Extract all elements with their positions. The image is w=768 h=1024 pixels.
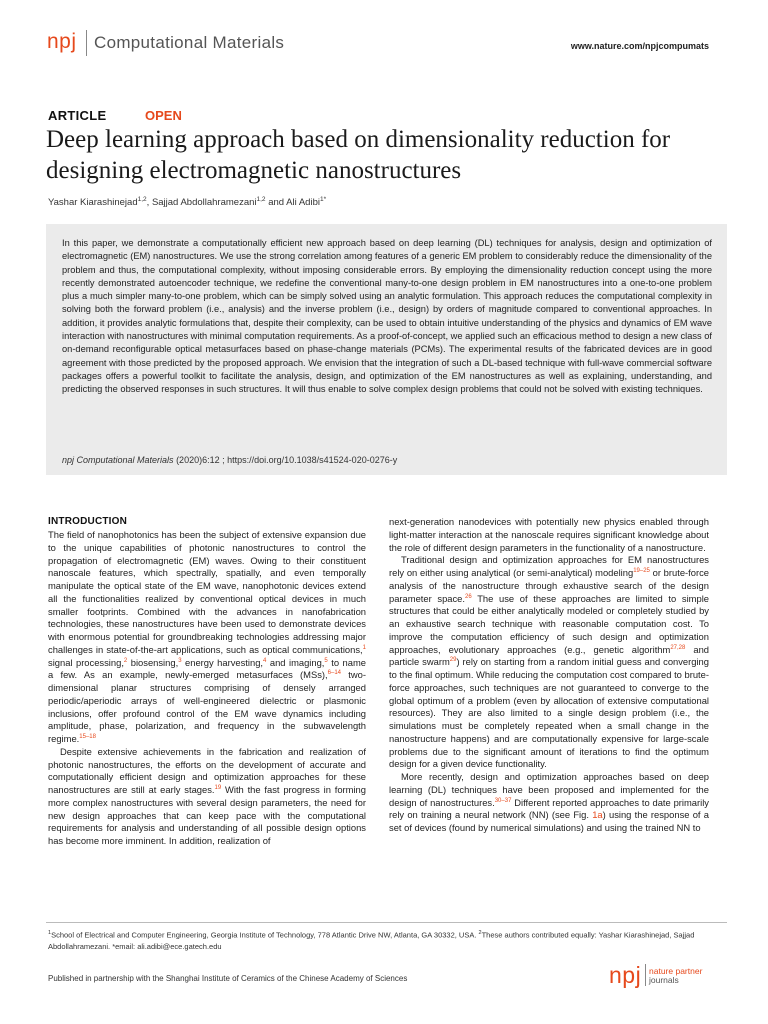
publisher-statement: Published in partnership with the Shanghai Institute of Ceramics of the Chinese Academy of Sciences — [48, 974, 408, 983]
journal-url[interactable]: www.nature.com/npjcompumats — [570, 41, 709, 51]
paragraph: next-generation nanodevices with potentially new physics enabled through light-matter interaction at the nanoscale requires significant knowledge about the role of different design parameters in the functionality of a nanostructure. — [389, 516, 709, 553]
footnote-marker: 2 — [478, 930, 482, 936]
footer-logo-divider — [645, 964, 646, 986]
article-title: Deep learning approach based on dimensionality reduction for designing electromagnetic nanostructures — [46, 126, 671, 184]
author-name[interactable]: Ali Adibi — [286, 197, 320, 209]
author-affiliation: 1,2 — [256, 196, 266, 203]
equal-contribution-text: These authors contributed equally: Yashar Kiarashinejad, Sajjad Abdollahramezani. *email: ali.adibi@ece.gatech.edu — [48, 930, 695, 951]
citation-line — [62, 455, 397, 465]
journal-name: Computational Materials — [94, 33, 285, 52]
author-affiliation: 1,2 — [137, 196, 147, 203]
nature-partner-journals-logo — [649, 967, 702, 985]
affiliation-footnote — [48, 928, 713, 952]
paragraph: Despite extensive achievements in the fabrication and realization of photonic nanostructures, the efforts on the development of accurate and computationally efficient design and optimization approaches for these nanostructures are still at early stages.$^{19}$ With the fast progress in forming more complex nanostructures with several design parameters, the need for new design approaches that can keep pace with the computational requirements for analysis and understanding of all possible design options has become more imminent. In addition, realization of — [48, 745, 366, 846]
author-name[interactable]: Yashar Kiarashinejad — [48, 197, 138, 209]
author-affiliation: 1* — [319, 196, 327, 203]
paragraph: Traditional design and optimization approaches for EM nanostructures rely on either using analytical (or semi-analytical) modeling$^{19-25}$ or brute-force analysis of the nanostructure through exhaustive search of the design parameter space.$^{26}$ The use of these approaches are limited to simple structures that could be either analytically modeled or completely studied by an exhaustive search technique with reasonable computation cost. To improve the computation efficiency of such design and optimization approaches, evolutionary approaches (e.g., genetic algorithm$^{27,28}$ and particle swarm$^{29}$) rely on starting from a random initial guess and converging to the final optimum. While reducing the computation cost compared to brute-force approaches, such techniques are not guaranteed to converge to the global optimum of a problem (even by allocation of extensive computational resources). They are also limited to a single design problem (i.e., the simulations must be completely repeated when a small change in the nanostructure happens) and are computationally expensive for large-scale problems due to the significant amount of iterations to find the optimum design for a given device functionality. — [389, 554, 709, 770]
open-access-badge: OPEN — [145, 108, 182, 123]
citation-doi[interactable]: (2020)6:12 ; https://doi.org/10.1038/s41524-020-0276-y — [173, 455, 398, 465]
citation-journal: npj Computational Materials — [62, 455, 174, 465]
affiliation-text: School of Electrical and Computer Engineering, Georgia Institute of Technology, 778 Atlantic Drive NW, Atlanta, GA 30332, USA. — [51, 930, 479, 940]
author-name[interactable]: Sajjad Abdollahramezani — [151, 197, 257, 209]
body-right-column — [389, 516, 709, 835]
npj-logo: npj — [47, 30, 77, 53]
npj-footer-logo: npj — [609, 962, 642, 988]
paragraph: The field of nanophotonics has been the subject of extensive expansion due to the unique capabilities of photonic nanostructures to control the propagation of electromagnetic (EM) waves. Owing to their constituent nanoscale features, which spectrally, spatially, and even temporally manipulate the optical state of the EM wave, nanophotonic devices extend all the functionalities realized by conventional optical devices in much smaller footprints. Combined with the advances in nanofabrication technologies, these nanostructures have been used to demonstrate devices with enormous potential for groundbreaking technologies addressing major challenges in state-of-the-art applications, such as optical communications,$^1$ signal processing,$^2$ biosensing,$^3$ energy harvesting,$^4$ and imaging,$^5$ to name a few. As an example, newly-emerged metasurfaces (MSs),$^{6-14}$ two-dimensional planar structures comprising of densely arranged periodic/aperiodic arrays of well-engineered dielectric or plasmonic inclusions, offer profound control of the EM wave dynamics including amplitude, phase, polarization, and frequency in the subwavelength regime.$^{15-18}$ — [48, 529, 366, 744]
abstract: In this paper, we demonstrate a computationally efficient new approach based on deep learning (DL) techniques for analysis, design and optimization of electromagnetic (EM) nanostructures. We use the strong correlation among features of a generic EM problem to considerably reduce the dimensionality of the problem and thus, the computational complexity, without imposing considerable errors. By employing the dimensionality reduction concept using the more recently demonstrated autoencoder technique, we redefine the conventional many-to-one design problem in EM nanostructures into a one-to-one problem plus a much simpler many-to-one problem, which can be simply solved using an analytic formulation. This approach reduces the computational complexity in solving both the forward problem (i.e., analysis) and the inverse problem (i.e., design) by orders of magnitude compared to conventional approaches. In addition, it provides analytic formulations that, despite their complexity, can be used to obtain intuitive understanding of the physics and dynamics of EM wave interaction with nanostructures with minimal computation requirements. As a proof-of-concept, we applied such an efficacious method to design a new class of on-demand reconfigurable optical metasurfaces based on phase-change materials (PCMs). The experimental results of the fabricated devices are in good agreement with those predicted by the proposed approach. We envision that the integration of such a DL-based technique with full-wave commercial software packages offers a powerful toolkit to facilitate the analysis, design, and optimization of the EM nanostructures as well as explaining, understanding, and predicting the observed responses in such structures. It will thus enable to solve complex design problems that could not be solved with existing techniques. — [62, 238, 712, 395]
author-list: Yashar Kiarashinejad$^{1,2}$, Sajjad Abdollahramezani$^{1,2}$ and Ali Adibi$^{1*}$ — [48, 196, 327, 209]
section-heading: INTRODUCTION — [48, 516, 128, 527]
partner-line: nature partner — [649, 966, 703, 976]
article-type: ARTICLE — [48, 108, 107, 123]
paragraph: More recently, design and optimization approaches based on deep learning (DL) techniques have been proposed and implemented for the design of nanostructures.$^{30-37}$ Different reported approaches to date primarily rely on training a neural network (NN) (see Fig. 1a) using the response of a set of devices (found by numerical simulations) and using the trained NN to — [389, 771, 709, 833]
footnote-marker: 1 — [48, 930, 52, 936]
partner-line: journals — [649, 975, 679, 985]
body-left-column — [48, 529, 366, 848]
footnote-divider — [46, 922, 727, 923]
logo-divider — [86, 30, 87, 56]
